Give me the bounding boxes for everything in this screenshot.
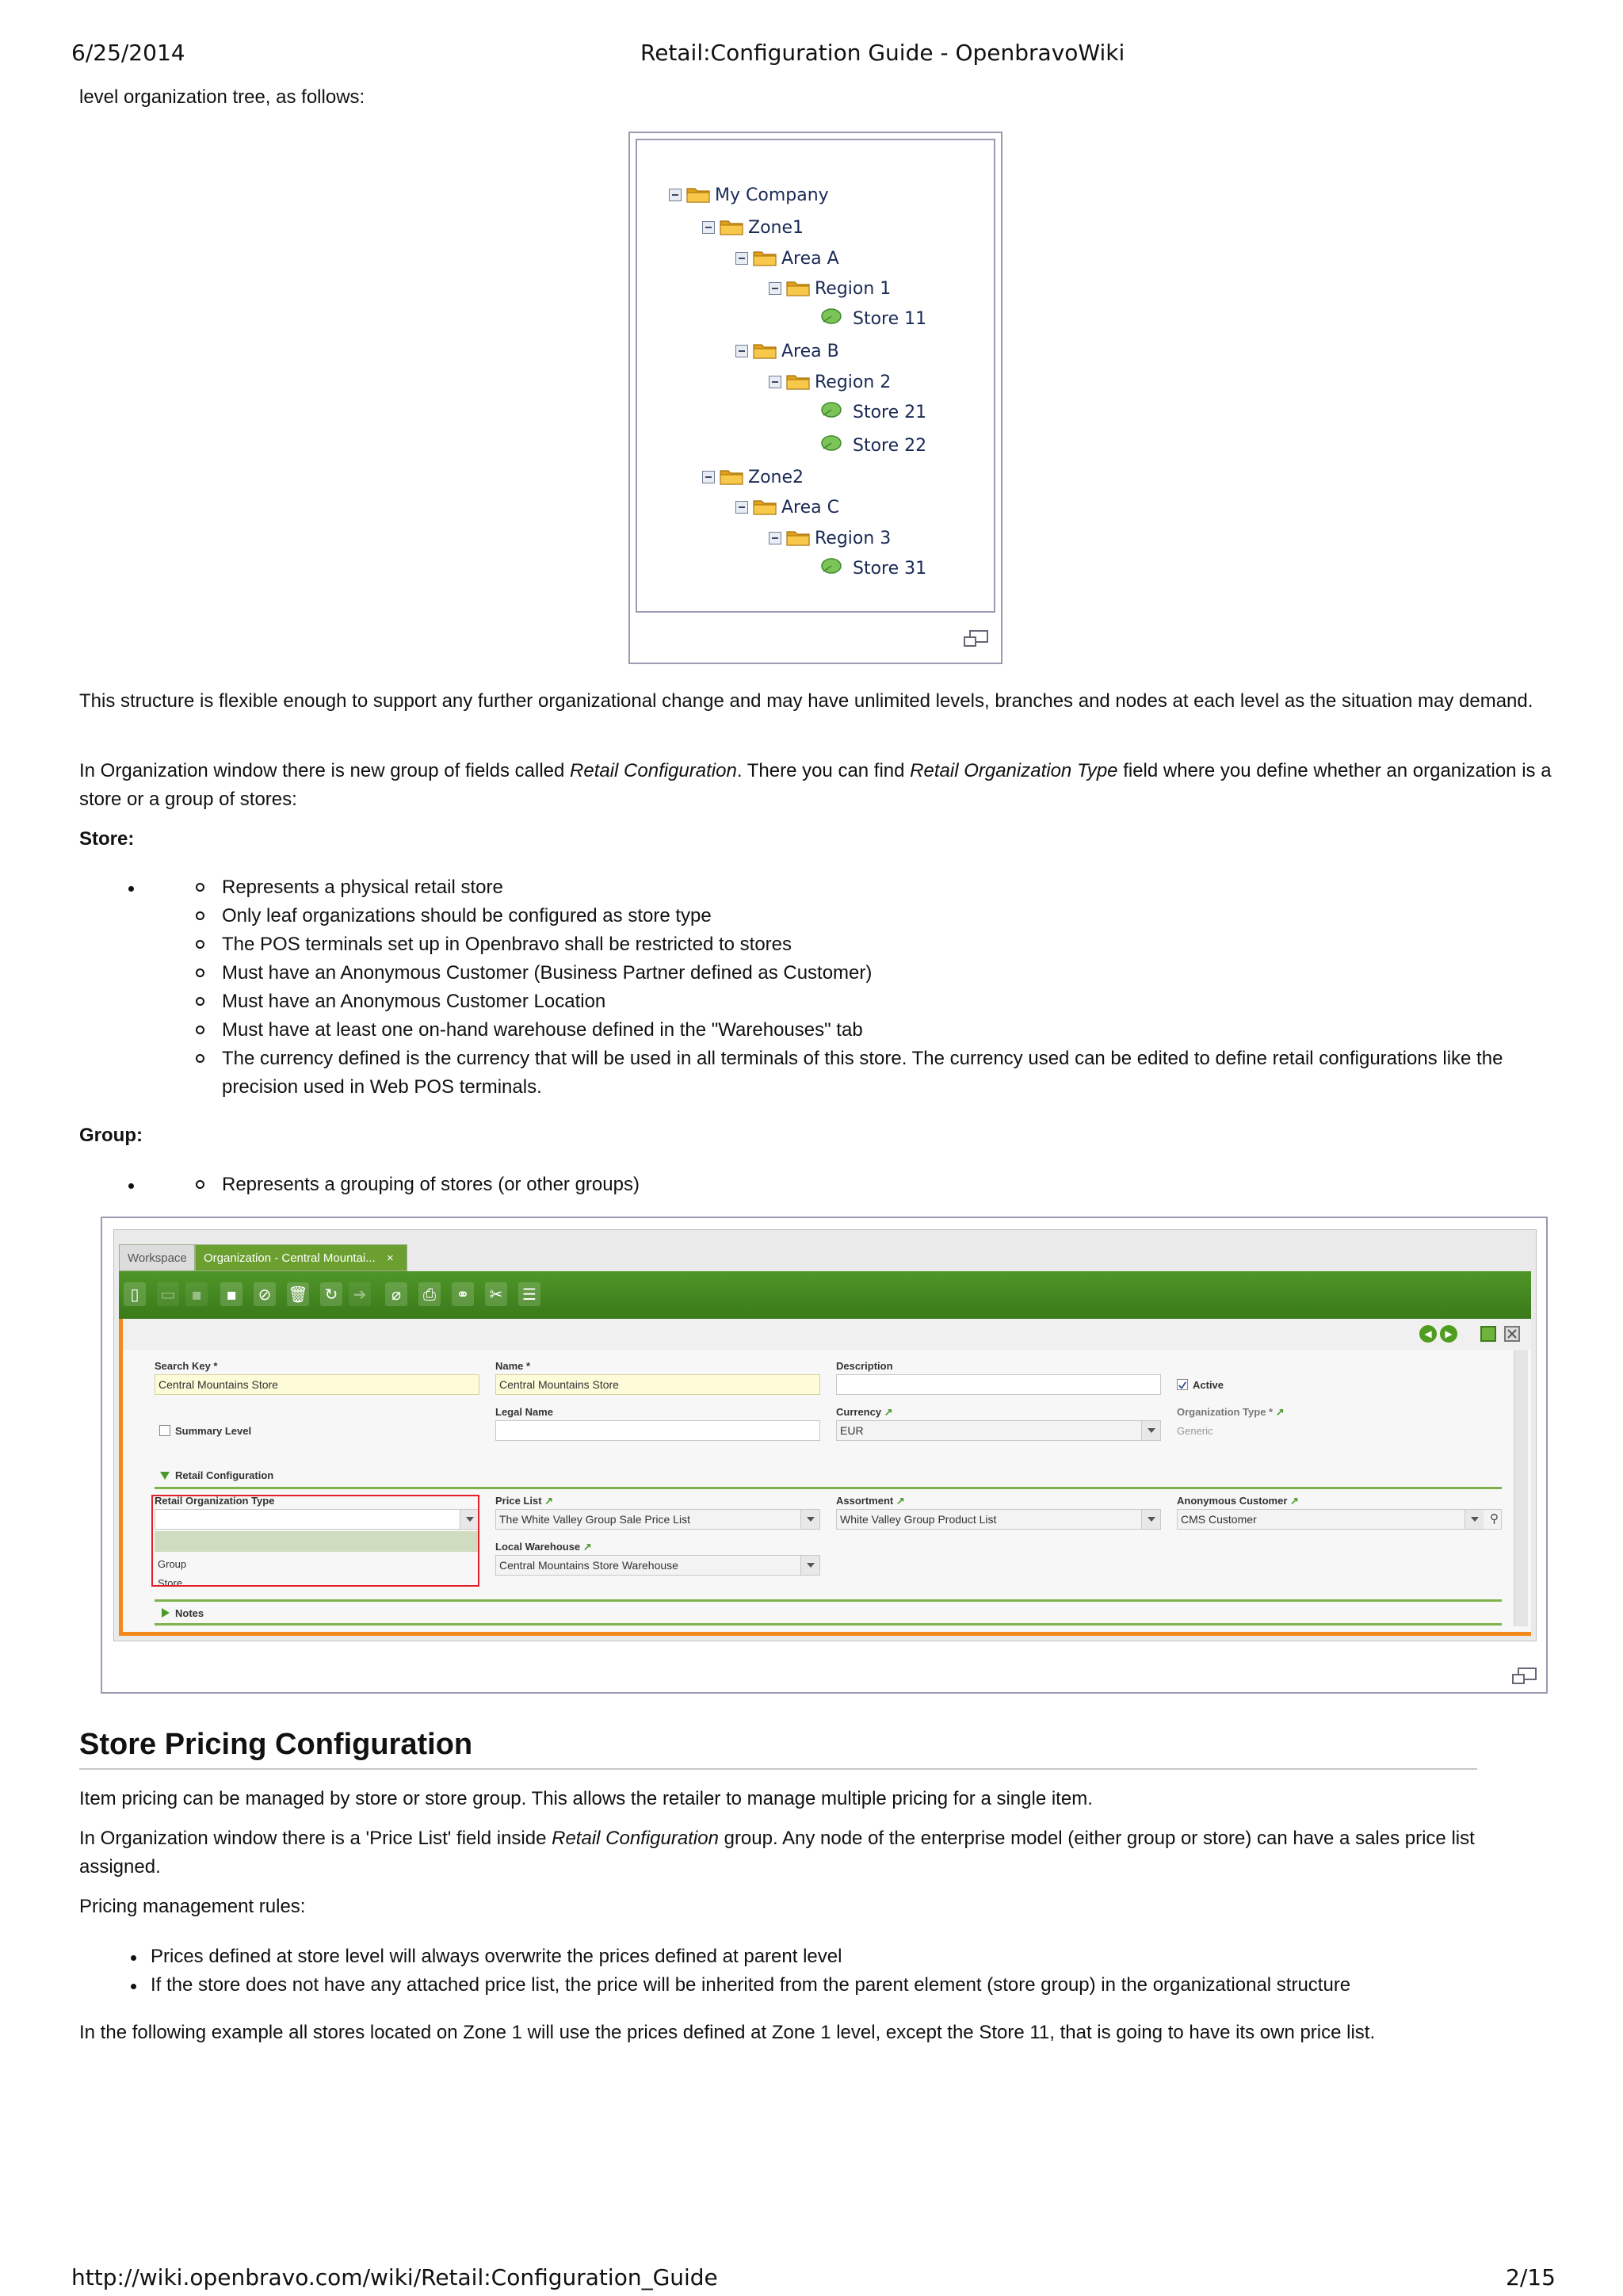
pricing-rule: Prices defined at store level will always overwrite the prices defined at parent level <box>151 1946 842 1967</box>
collapse-icon[interactable] <box>769 376 781 388</box>
form-area <box>119 1319 1531 1636</box>
price-list-select[interactable]: The White Valley Group Sale Price List <box>495 1509 820 1530</box>
summary-level-checkbox[interactable] <box>159 1425 170 1436</box>
attach-icon[interactable]: ⌀ <box>385 1282 407 1306</box>
collapsed-triangle-icon[interactable] <box>161 1607 170 1618</box>
store-item: Must have at least one on-hand warehouse defined in the "Warehouses" tab <box>222 1019 863 1041</box>
save-close-icon[interactable]: ▪ <box>220 1282 242 1306</box>
save-icon[interactable]: ▪ <box>185 1282 208 1306</box>
name-input[interactable]: Central Mountains Store <box>495 1374 820 1395</box>
option-store[interactable]: Store <box>158 1577 183 1589</box>
folder-icon <box>753 249 777 266</box>
currency-label: Currency ↗ <box>836 1406 893 1418</box>
maximize-icon[interactable] <box>1480 1325 1497 1343</box>
folder-icon <box>753 498 777 515</box>
assortment-select[interactable]: White Valley Group Product List <box>836 1509 1161 1530</box>
enlarge-icon[interactable] <box>963 629 990 648</box>
store-leaf-icon <box>819 433 843 453</box>
active-label: Active <box>1193 1379 1224 1391</box>
link-icon[interactable]: ⚭ <box>452 1282 474 1306</box>
org-type-label: Organization Type * ↗ <box>1177 1406 1285 1418</box>
collapse-icon[interactable] <box>702 471 715 483</box>
next-record-icon[interactable]: ▶ <box>1440 1325 1457 1343</box>
search-icon[interactable]: ⚲ <box>1490 1512 1499 1526</box>
pricing-rule: If the store does not have any attached price list, the price will be inherited from the parent element (store group) in the organizational structure <box>151 1974 1351 1996</box>
active-checkbox[interactable] <box>1177 1379 1188 1390</box>
new-doc-icon[interactable]: ▯ <box>124 1282 146 1306</box>
folder-icon <box>720 468 743 485</box>
local-warehouse-label: Local Warehouse ↗ <box>495 1541 592 1553</box>
bullet <box>196 968 204 977</box>
org-tree: My Company Zone1 Area A Region 1 Store 11 Area B Region 2 Store 21 Store 22 Zone2 Area C Region 3 Store 31 <box>636 139 995 613</box>
search-key-input[interactable]: Central Mountains Store <box>155 1374 479 1395</box>
notes-section[interactable]: Notes <box>175 1607 204 1619</box>
close-icon[interactable]: × <box>386 1251 394 1265</box>
group-item: Represents a grouping of stores (or other groups) <box>222 1174 640 1195</box>
store-item: Must have an Anonymous Customer Location <box>222 991 606 1012</box>
paragraph: In Organization window there is new group of fields called Retail Configuration. There you can find Retail Organization Type field where you define whether an organization is a store or a group of stores: <box>79 760 1552 810</box>
expanded-triangle-icon[interactable] <box>159 1471 170 1480</box>
previous-record-icon[interactable]: ◀ <box>1419 1325 1437 1343</box>
close-form-icon[interactable] <box>1503 1325 1521 1343</box>
tab-organization[interactable]: Organization - Central Mountai... × <box>195 1244 407 1271</box>
description-label: Description <box>836 1360 893 1372</box>
section-divider <box>155 1623 1502 1626</box>
enlarge-icon[interactable] <box>1511 1667 1538 1686</box>
refresh-icon[interactable]: ↻ <box>320 1282 342 1306</box>
cancel-icon[interactable]: ⊘ <box>254 1282 276 1306</box>
bullet <box>196 883 204 892</box>
store-heading: Store: <box>79 828 135 850</box>
currency-select[interactable]: EUR <box>836 1420 1161 1441</box>
section-divider <box>155 1487 1502 1489</box>
bullet <box>131 1984 136 1989</box>
bullet <box>196 997 204 1006</box>
bullet <box>128 886 134 892</box>
paragraph: In the following example all stores located on Zone 1 will use the prices defined at Zone 1 level, except the Store 11, that is going to have its own price list. <box>79 2022 1376 2043</box>
new-row-icon[interactable]: ▭ <box>157 1282 179 1306</box>
store-item: The POS terminals set up in Openbravo shall be restricted to stores <box>222 934 792 955</box>
print-icon[interactable]: ⎙ <box>418 1282 441 1306</box>
folder-icon <box>720 218 743 235</box>
assortment-label: Assortment ↗ <box>836 1495 905 1507</box>
highlight-box <box>151 1495 479 1587</box>
retail-config-section[interactable]: Retail Configuration <box>175 1469 274 1481</box>
collapse-icon[interactable] <box>735 345 748 357</box>
anon-customer-select[interactable]: CMS Customer ⚲ <box>1177 1509 1502 1530</box>
store-leaf-icon <box>819 399 843 420</box>
store-item: The currency defined is the currency that will be used in all terminals of this store. The currency used can be edited to define retail configurations like the precision used in Web POS terminals. <box>222 1048 1503 1098</box>
description-input[interactable] <box>836 1374 1161 1395</box>
org-type-value: Generic <box>1177 1425 1213 1437</box>
option-group[interactable]: Group <box>158 1558 187 1570</box>
store-leaf-icon <box>819 306 843 327</box>
folder-icon <box>786 279 810 296</box>
store-item: Represents a physical retail store <box>222 877 503 898</box>
delete-icon[interactable]: 🗑 <box>287 1282 309 1306</box>
organization-window-figure <box>101 1217 1548 1694</box>
collapse-icon[interactable] <box>735 501 748 514</box>
folder-icon <box>686 185 710 203</box>
bullet <box>131 1955 136 1961</box>
print-title: Retail:Configuration Guide - OpenbravoWiki <box>640 40 1125 66</box>
section-heading: Store Pricing Configuration <box>79 1728 473 1761</box>
store-item: Must have an Anonymous Customer (Business Partner defined as Customer) <box>222 962 873 984</box>
price-list-label: Price List ↗ <box>495 1495 554 1507</box>
grid-icon[interactable]: ☰ <box>518 1282 540 1306</box>
heading-rule <box>79 1768 1477 1770</box>
organization-window <box>113 1229 1537 1641</box>
bullet <box>128 1183 134 1189</box>
export-icon[interactable]: ➔ <box>349 1282 371 1306</box>
bullet <box>196 940 204 949</box>
paragraph: In Organization window there is a 'Price List' field inside Retail Configuration group. Any node of the enterprise model (either group or store) can have a sales price list assigned. <box>79 1828 1475 1878</box>
org-tree-figure <box>628 132 1002 664</box>
retail-org-type-label: Retail Organization Type <box>155 1495 275 1507</box>
name-label: Name * <box>495 1360 531 1372</box>
bullet <box>196 1026 204 1034</box>
legal-name-label: Legal Name <box>495 1406 553 1418</box>
folder-icon <box>786 372 810 390</box>
scrollbar[interactable] <box>1514 1350 1528 1626</box>
local-warehouse-select[interactable]: Central Mountains Store Warehouse <box>495 1555 820 1576</box>
group-heading: Group: <box>79 1125 143 1146</box>
collapse-icon[interactable] <box>702 221 715 234</box>
page-url: http://wiki.openbravo.com/wiki/Retail:Configuration_Guide <box>71 2264 718 2290</box>
summary-level-label: Summary Level <box>175 1425 252 1437</box>
tab-workspace[interactable]: Workspace <box>119 1244 195 1271</box>
intro-text: level organization tree, as follows: <box>79 86 365 108</box>
anon-customer-label: Anonymous Customer ↗ <box>1177 1495 1299 1507</box>
collapse-icon[interactable] <box>769 532 781 544</box>
legal-name-input[interactable] <box>495 1420 820 1441</box>
toolbar <box>119 1271 1531 1319</box>
collapse-icon[interactable] <box>735 252 748 265</box>
folder-icon <box>786 529 810 546</box>
bullet <box>196 911 204 920</box>
store-item: Only leaf organizations should be configured as store type <box>222 905 712 926</box>
paragraph: Pricing management rules: <box>79 1896 306 1917</box>
bullet <box>196 1180 204 1189</box>
store-leaf-icon <box>819 556 843 576</box>
page-number: 2/15 <box>1506 2264 1556 2290</box>
paragraph: Item pricing can be managed by store or store group. This allows the retailer to manage multiple pricing for a single item. <box>79 1788 1093 1809</box>
nav-strip <box>123 1319 1531 1350</box>
tools-icon[interactable]: ✂ <box>485 1282 507 1306</box>
folder-icon <box>753 342 777 359</box>
collapse-icon[interactable] <box>769 282 781 295</box>
bullet <box>196 1054 204 1063</box>
paragraph: This structure is flexible enough to support any further organizational change and may have unlimited levels, branches and nodes at each level as the situation may demand. <box>79 690 1533 712</box>
collapse-icon[interactable] <box>669 189 682 201</box>
print-date: 6/25/2014 <box>71 40 185 66</box>
search-key-label: Search Key * <box>155 1360 218 1372</box>
section-divider <box>155 1599 1502 1602</box>
